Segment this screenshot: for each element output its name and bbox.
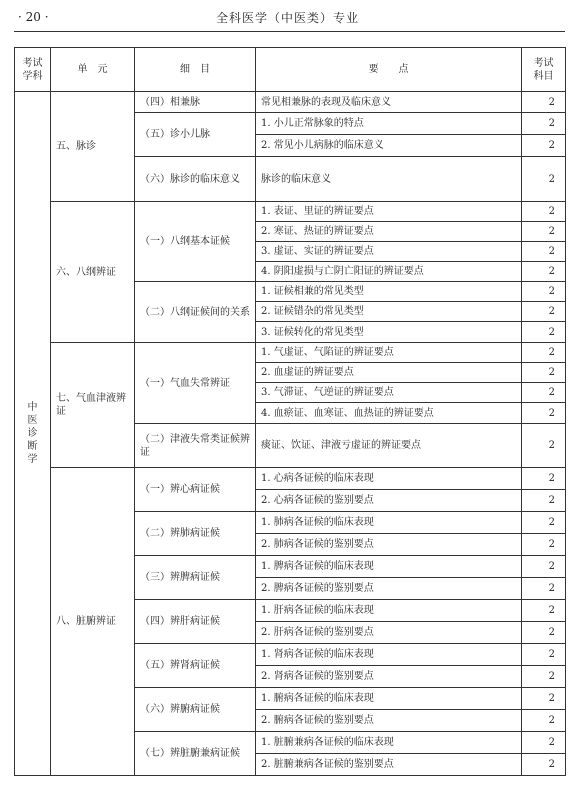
- unit-cell: 六、八纲辨证: [51, 202, 135, 343]
- point-cell: 2. 心病各证候的鉴别要点: [256, 490, 522, 512]
- table-row: [15, 92, 566, 113]
- point-cell: 2. 常见小儿病脉的临床意义: [256, 135, 522, 157]
- point-cell: 2. 肺病各证候的鉴别要点: [256, 534, 522, 556]
- level-cell: 2: [522, 135, 566, 157]
- point-cell: 1. 脾病各证候的临床表现: [256, 556, 522, 578]
- level-cell: 2: [522, 644, 566, 666]
- page-title: 全科医学（中医类）专业: [215, 11, 359, 25]
- point-cell: 2. 肝病各证候的鉴别要点: [256, 622, 522, 644]
- level-cell: 2: [522, 262, 566, 282]
- point-cell: 1. 心病各证候的临床表现: [256, 468, 522, 490]
- level-cell: 2: [522, 322, 566, 343]
- point-cell: 1. 证候相兼的常见类型: [256, 282, 522, 302]
- unit-cell: 八、脏腑辨证: [51, 468, 135, 776]
- item-cell: （二）辨肺病证候: [135, 512, 256, 556]
- point-cell: 1. 气虚证、气陷证的辨证要点: [256, 343, 522, 363]
- header-item: 细 目: [135, 48, 256, 92]
- level-cell: 2: [522, 622, 566, 644]
- syllabus-table: [14, 47, 566, 776]
- level-cell: 2: [522, 710, 566, 732]
- level-cell: 2: [522, 383, 566, 403]
- point-cell: 2. 证候错杂的常见类型: [256, 302, 522, 322]
- level-cell: 2: [522, 282, 566, 302]
- point-cell: 2. 寒证、热证的辨证要点: [256, 222, 522, 242]
- item-cell: （一）气血失常辨证: [135, 343, 256, 424]
- level-cell: 2: [522, 490, 566, 512]
- point-cell: 2. 脏腑兼病各证候的鉴别要点: [256, 754, 522, 776]
- item-cell: （六）辨腑病证候: [135, 688, 256, 732]
- point-cell: 2. 血虚证的辨证要点: [256, 363, 522, 383]
- unit-cell: 五、脉诊: [51, 92, 135, 202]
- point-cell: 脉诊的临床意义: [256, 157, 522, 202]
- header-rule: [14, 31, 565, 32]
- table-row: [15, 202, 566, 222]
- point-cell: 3. 虚证、实证的辨证要点: [256, 242, 522, 262]
- item-cell: （一）八纲基本证候: [135, 202, 256, 282]
- point-cell: 1. 肺病各证候的临床表现: [256, 512, 522, 534]
- level-cell: 2: [522, 578, 566, 600]
- level-cell: 2: [522, 468, 566, 490]
- level-cell: 2: [522, 754, 566, 776]
- item-cell: （六）脉诊的临床意义: [135, 157, 256, 202]
- level-cell: 2: [522, 556, 566, 578]
- point-cell: 1. 肝病各证候的临床表现: [256, 600, 522, 622]
- point-cell: 3. 气滞证、气逆证的辨证要点: [256, 383, 522, 403]
- point-cell: 3. 证候转化的常见类型: [256, 322, 522, 343]
- item-cell: （四）辨肝病证候: [135, 600, 256, 644]
- item-cell: （四）相兼脉: [135, 92, 256, 113]
- item-cell: （三）辨脾病证候: [135, 556, 256, 600]
- level-cell: 2: [522, 92, 566, 113]
- page-number: · 20 ·: [18, 10, 49, 24]
- level-cell: 2: [522, 534, 566, 556]
- level-cell: 2: [522, 688, 566, 710]
- item-cell: （二）津液失常类证候辨证: [135, 424, 256, 468]
- level-cell: 2: [522, 343, 566, 363]
- level-cell: 2: [522, 157, 566, 202]
- level-cell: 2: [522, 242, 566, 262]
- level-cell: 2: [522, 600, 566, 622]
- header-unit: 单 元: [51, 48, 135, 92]
- point-cell: 1. 腑病各证候的临床表现: [256, 688, 522, 710]
- item-cell: （一）辨心病证候: [135, 468, 256, 512]
- point-cell: 1. 小儿正常脉象的特点: [256, 113, 522, 135]
- item-cell: （五）辨肾病证候: [135, 644, 256, 688]
- level-cell: 2: [522, 302, 566, 322]
- table-header-row: [15, 48, 566, 92]
- point-cell: 2. 肾病各证候的鉴别要点: [256, 666, 522, 688]
- level-cell: 2: [522, 222, 566, 242]
- header-level: 考试 科目: [522, 48, 566, 92]
- level-cell: 2: [522, 424, 566, 468]
- level-cell: 2: [522, 113, 566, 135]
- item-cell: （五）诊小儿脉: [135, 113, 256, 157]
- point-cell: 常见相兼脉的表现及临床意义: [256, 92, 522, 113]
- item-cell: （七）辨脏腑兼病证候: [135, 732, 256, 776]
- level-cell: 2: [522, 363, 566, 383]
- point-cell: 1. 脏腑兼病各证候的临床表现: [256, 732, 522, 754]
- point-cell: 痰证、饮证、津液亏虚证的辨证要点: [256, 424, 522, 468]
- point-cell: 2. 腑病各证候的鉴别要点: [256, 710, 522, 732]
- header-subject: 考试 学科: [15, 48, 51, 92]
- level-cell: 2: [522, 512, 566, 534]
- point-cell: 4. 血瘀证、血寒证、血热证的辨证要点: [256, 403, 522, 424]
- point-cell: 2. 脾病各证候的鉴别要点: [256, 578, 522, 600]
- level-cell: 2: [522, 732, 566, 754]
- level-cell: 2: [522, 202, 566, 222]
- table-row: [15, 468, 566, 490]
- header-points: 要 点: [256, 48, 522, 92]
- point-cell: 4. 阴阳虚损与亡阴亡阳证的辨证要点: [256, 262, 522, 282]
- level-cell: 2: [522, 666, 566, 688]
- table-row: [15, 343, 566, 363]
- level-cell: 2: [522, 403, 566, 424]
- item-cell: （二）八纲证候间的关系: [135, 282, 256, 343]
- subject-cell: 中 医 诊 断 学: [15, 92, 51, 776]
- unit-cell: 七、气血津液辨证: [51, 343, 135, 468]
- point-cell: 1. 表证、里证的辨证要点: [256, 202, 522, 222]
- point-cell: 1. 肾病各证候的临床表现: [256, 644, 522, 666]
